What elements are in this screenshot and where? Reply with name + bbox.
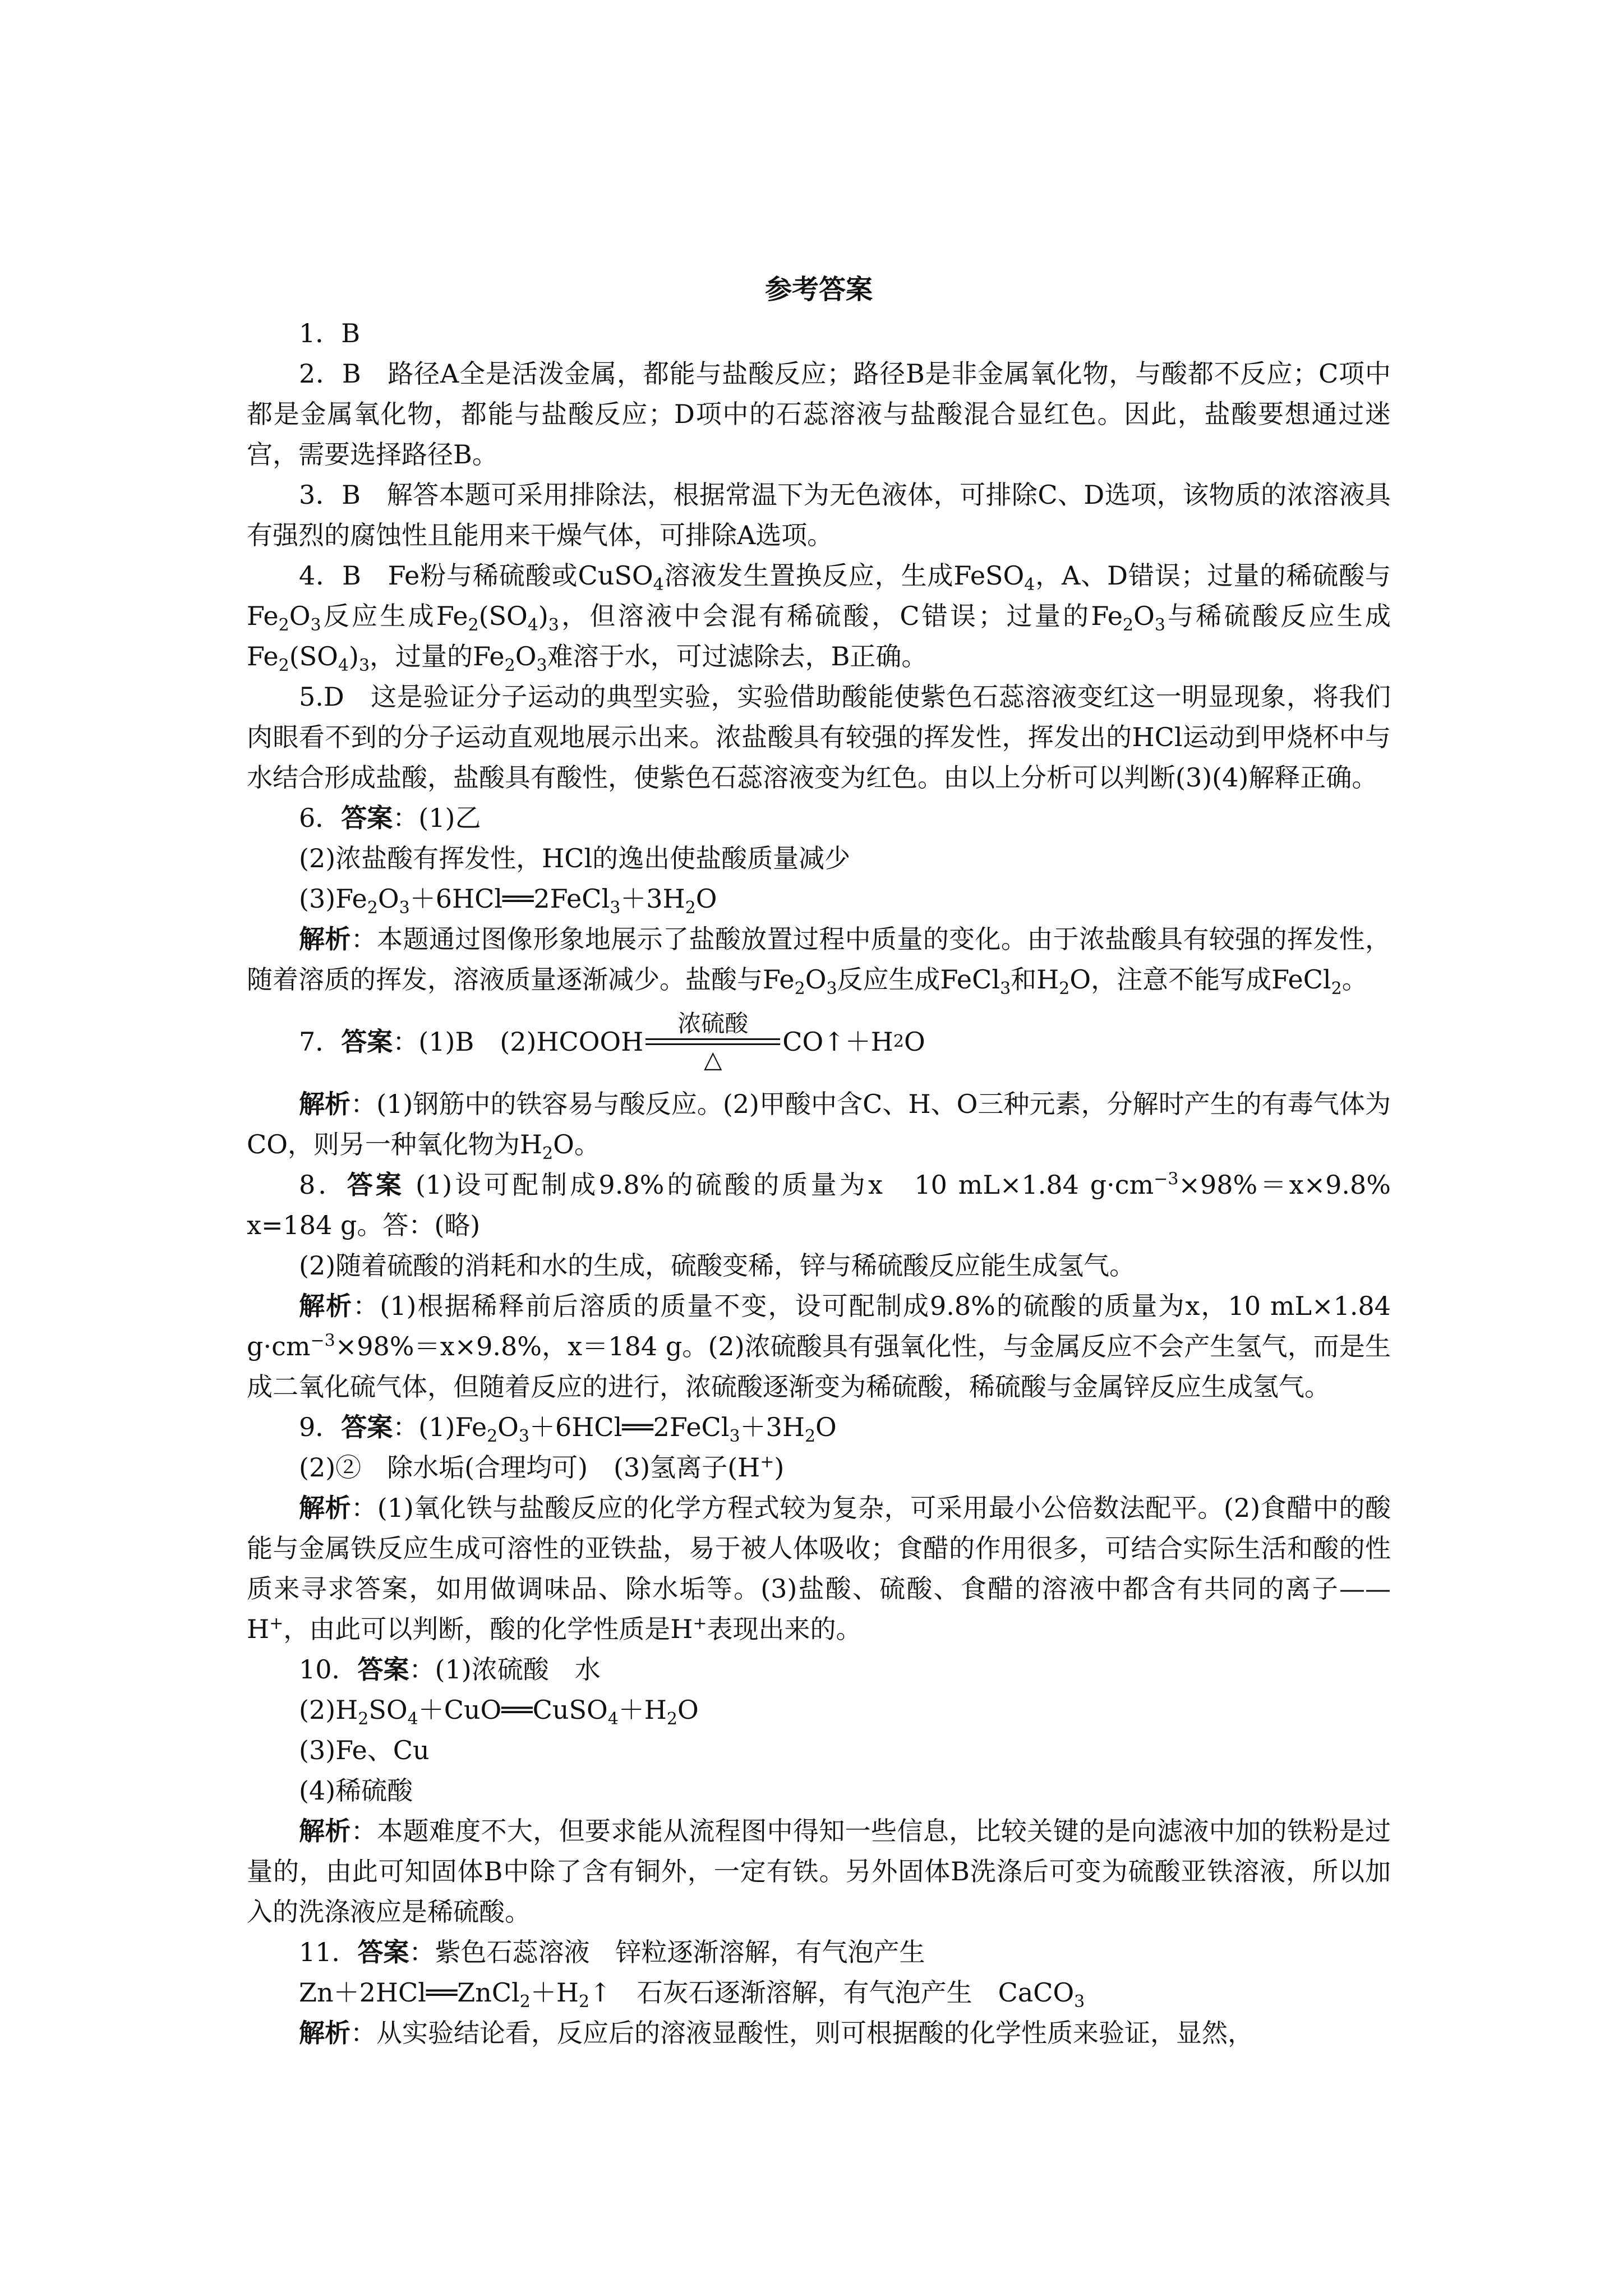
answer-7-analysis: 解析：(1)钢筋中的铁容易与酸反应。(2)甲酸中含C、H、O三种元素，分解时产生的有毒气体为CO，则另一种氧化物为$H_2O$。 bbox=[247, 1089, 1391, 1164]
page-title: 参考答案 bbox=[764, 274, 873, 305]
answer-8-analysis: 解析：(1)根据稀释前后溶质的质量不变，设可配制成9.8%的硫酸的质量为x，10 mL×1.84 $g\cdot cm^{-3}\times 98\%=x\times 9.8\%$，x＝184 g。(2)浓硫酸具有强氧化性，与金属反应不会产生氢气，而是生成二氧化硫气体，但随着反应的进行，浓硫酸逐渐变为稀硫酸，稀硫酸与金属锌反应生成氢气。 bbox=[247, 1291, 1391, 1402]
answer-11-analysis: 解析：从实验结论看，反应后的溶液显酸性，则可根据酸的化学性质来验证，显然， bbox=[299, 2018, 1253, 2048]
answer-8-part2: (2)随着硫酸的消耗和水的生成，硫酸变稀，锌与稀硫酸反应能生成氢气。 bbox=[299, 1250, 1136, 1281]
answer-10-analysis: 解析：本题难度不大，但要求能从流程图中得知一些信息，比较关键的是向滤液中加的铁粉是过量的，由此可知固体B中除了含有铜外，一定有铁。另外固体B洗涤后可变为硫酸亚铁溶液，所以加入的洗涤液应是稀硫酸。 bbox=[247, 1816, 1391, 1927]
answer-9-analysis: 解析：(1)氧化铁与盐酸反应的化学方程式较为复杂，可采用最小公倍数法配平。(2)食醋中的酸能与金属铁反应生成可溶性的亚铁盐，易于被人体吸收；食醋的作用很多，可结合实际生活和酸的性质来寻求答案，如用做调味品、除水垢等。(3)盐酸、硫酸、食醋的溶液中都含有共同的离子——H+，由此可以判断，酸的化学性质是H+表现出来的。 bbox=[247, 1493, 1391, 1644]
answer-5: 5.D 这是验证分子运动的典型实验，实验借助酸能使紫色石蕊溶液变红这一明显现象，将我们肉眼看不到的分子运动直观地展示出来。浓盐酸具有较强的挥发性，挥发出的HCl运动到甲烧杯中与水结合形成盐酸，盐酸具有酸性，使紫色石蕊溶液变为红色。由以上分析可以判断(3)(4)解释正确。 bbox=[247, 682, 1391, 793]
answer-8: 8．答案 (1)设可配制成9.8%的硫酸的质量为x 10 mL×1.84 $g\cdot cm^{-3}\times 98\%=x\times 9.8\%$ x=184 g。答：(略) bbox=[247, 1169, 1417, 1240]
answer-6-equation: $(3)Fe_2O_3+6HCl══2FeCl_3+3H_2O$ bbox=[299, 884, 717, 918]
answer-6-analysis: 解析：本题通过图像形象地展示了盐酸放置过程中质量的变化。由于浓盐酸具有较强的挥发性，随着溶质的挥发，溶液质量逐渐减少。盐酸与$Fe_2O_3$反应生成FeCl$_3$和$H_2O$，注意不能写成FeCl$_2$。 bbox=[247, 924, 1391, 999]
answer-10-equation: $(2)H_2SO_4+CuO══CuSO_4+H_2O$ bbox=[299, 1695, 699, 1729]
answer-10-part3: (3)Fe、Cu bbox=[299, 1735, 430, 1765]
reaction-condition: 浓硫酸 △ bbox=[645, 1009, 780, 1074]
answer-page bbox=[247, 269, 1417, 2053]
answer-4: 4．B Fe粉与稀硫酸或CuSO$_4$溶液发生置换反应，生成FeSO$_4$，A、D错误；过量的稀硫酸与$Fe_2O_3$反应生成$Fe_2(SO_4)_3$，但溶液中会混有稀硫酸，C错误；过量的$Fe_2O_3$与稀硫酸反应生成$Fe_2(SO_4)_3$，过量的$Fe_2O_3$难溶于水，可过滤除去，B正确。 bbox=[247, 560, 1391, 676]
answer-7: 7． 答案 ：(1)B (2)HCOOH 浓硫酸 △ CO↑＋H 2 O bbox=[299, 1010, 925, 1073]
answer-10: 10．答案：(1)浓硫酸 水 bbox=[299, 1654, 601, 1685]
answer-3: 3．B 解答本题可采用排除法，根据常温下为无色液体，可排除C、D选项，该物质的浓溶液具有强烈的腐蚀性且能用来干燥气体，可排除A选项。 bbox=[247, 480, 1391, 550]
answer-2: 2．B 路径A全是活泼金属，都能与盐酸反应；路径B是非金属氧化物，与酸都不反应；C项中都是金属氧化物，都能与盐酸反应；D项中的石蕊溶液与盐酸混合显红色。因此，盐酸要想通过迷宫，需要选择路径B。 bbox=[247, 358, 1391, 470]
answer-11: 11．答案：紫色石蕊溶液 锌粒逐渐溶解，有气泡产生 bbox=[299, 1937, 925, 1967]
answer-6: 6．答案：(1)乙 bbox=[299, 803, 481, 833]
answer-9: 9．答案：$(1)Fe_2O_3+6HCl══2FeCl_3+3H_2O$ bbox=[299, 1412, 837, 1447]
answer-9-part2: (2)② 除水垢(合理均可) (3)氢离子(H+) bbox=[299, 1452, 785, 1483]
answer-11-equation: $Zn+2HCl══ZnCl_2+H_2↑$ 石灰石逐渐溶解，有气泡产生 CaCO$_3$ bbox=[299, 1977, 1085, 2012]
answer-1: 1．B bbox=[299, 318, 361, 348]
answer-6-part2: (2)浓盐酸有挥发性，HCl的逸出使盐酸质量减少 bbox=[299, 843, 851, 873]
answer-10-part4: (4)稀硫酸 bbox=[299, 1775, 413, 1806]
